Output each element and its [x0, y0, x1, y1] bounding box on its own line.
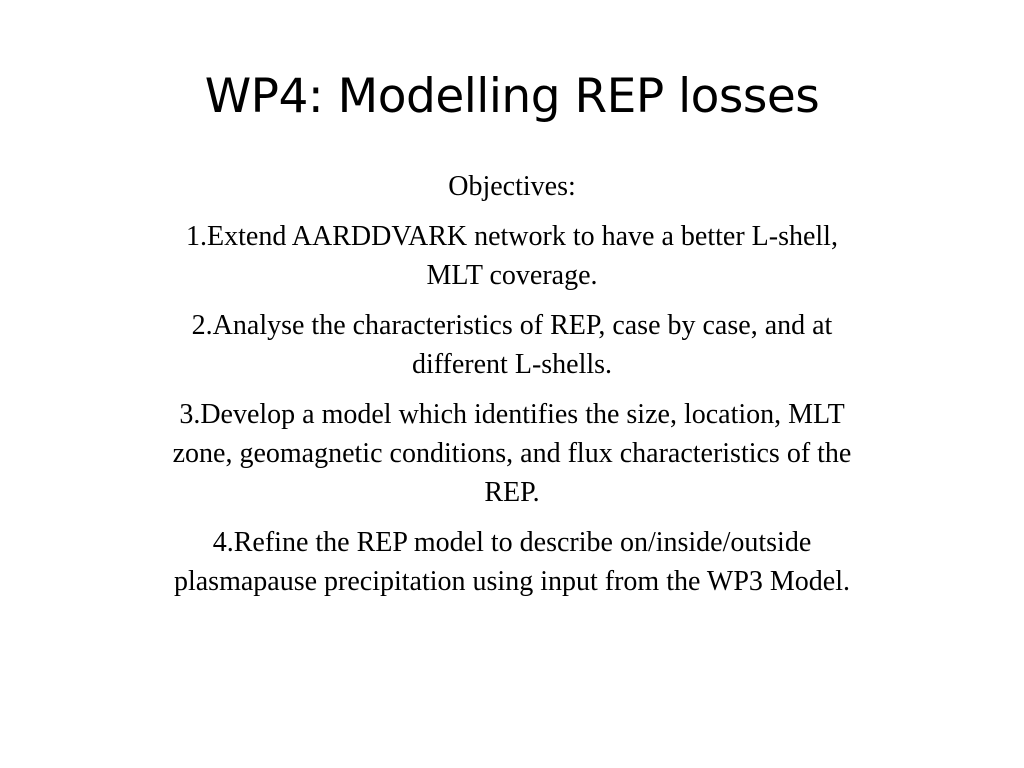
objective-item: 3.Develop a model which identifies the size, location, MLT zone, geomagnetic conditions, and flux characteristics of the REP.	[172, 399, 852, 508]
slide-body	[160, 167, 864, 612]
objective-item: 4.Refine the REP model to describe on/inside/outside plasmapause precipitation using input from the WP3 Model.	[173, 527, 851, 597]
objective-item: 2.Analyse the characteristics of REP, case by case, and at different L-shells.	[191, 310, 833, 380]
slide-title: WP4: Modelling REP losses	[204, 69, 820, 124]
objectives-list	[160, 217, 864, 601]
objective-item: 1.Extend AARDDVARK network to have a better L-shell, MLT coverage.	[186, 221, 838, 291]
objectives-heading: Objectives:	[448, 171, 576, 202]
